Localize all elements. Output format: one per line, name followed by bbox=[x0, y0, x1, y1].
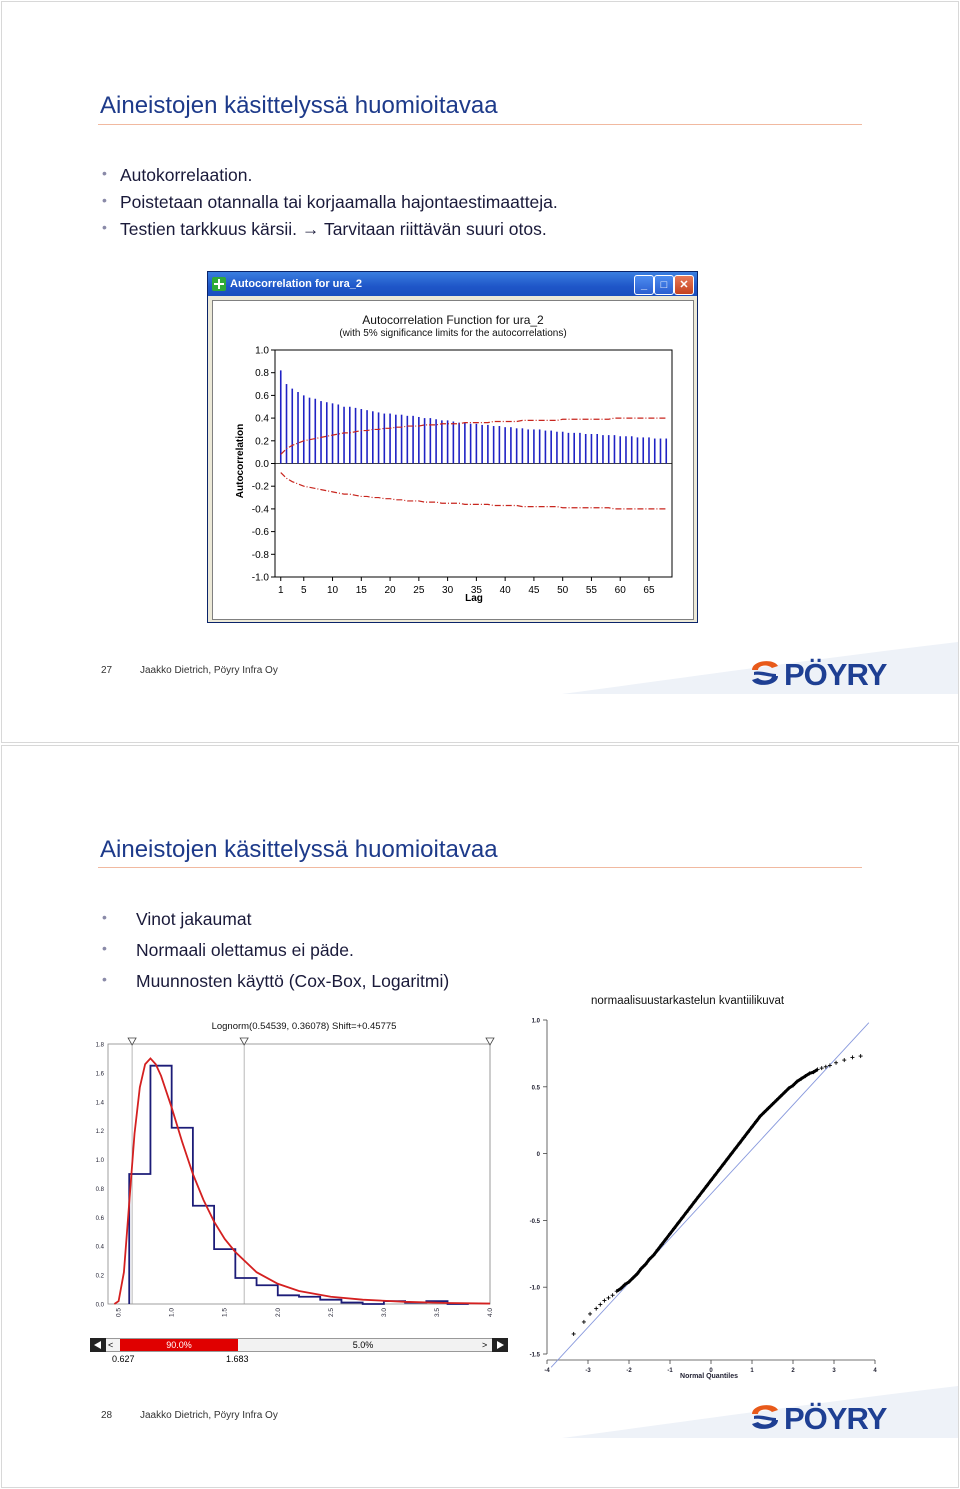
page-number: 28 bbox=[101, 1410, 113, 1421]
x-tick-label: 2.0 bbox=[274, 1308, 282, 1318]
x-tick-label: 25 bbox=[413, 585, 425, 596]
title-underline bbox=[98, 124, 862, 125]
y-tick-label: 1.8 bbox=[95, 1042, 104, 1049]
y-tick-label: 0.5 bbox=[531, 1085, 540, 1092]
bullet-item bbox=[102, 940, 449, 971]
page-number: 27 bbox=[101, 665, 113, 676]
y-tick-label: -0.6 bbox=[251, 527, 269, 539]
y-tick-label: 0.2 bbox=[95, 1273, 104, 1280]
x-tick-label: 30 bbox=[442, 585, 454, 596]
chart-title: Lognorm(0.54539, 0.36078) Shift=+0.45775 bbox=[211, 1021, 397, 1032]
bullet-dot-icon: • bbox=[102, 971, 107, 987]
y-tick-label: 0.2 bbox=[255, 436, 269, 448]
slider-lt: < bbox=[108, 1340, 114, 1350]
slide-title: Aineistojen käsittelyssä huomioitavaa bbox=[100, 92, 498, 119]
x-tick-label: 5 bbox=[300, 585, 307, 596]
x-tick-label: -4 bbox=[544, 1368, 550, 1374]
bullet-list bbox=[102, 165, 558, 246]
bullet-dot-icon: • bbox=[102, 192, 107, 208]
logo-text: PÖYRY bbox=[784, 1401, 887, 1436]
x-tick-label: 0 bbox=[709, 1368, 713, 1374]
x-tick-label: 55 bbox=[585, 585, 598, 596]
bullet-dot-icon: • bbox=[102, 165, 107, 181]
y-tick-label: 0.0 bbox=[255, 459, 269, 470]
bullet-item bbox=[102, 219, 558, 246]
slider-left-value: 0.627 bbox=[112, 1354, 135, 1364]
footer-author: Jaakko Dietrich, Pöyry Infra Oy bbox=[140, 1410, 278, 1421]
bullet-dot-icon: • bbox=[102, 219, 107, 235]
x-tick-label: 2.5 bbox=[327, 1308, 335, 1318]
y-tick-label: 0.8 bbox=[255, 368, 269, 380]
slider-left-arrow-icon[interactable] bbox=[90, 1338, 106, 1352]
y-tick-label: 1.0 bbox=[95, 1158, 104, 1165]
x-tick-label: 3.0 bbox=[380, 1308, 388, 1318]
poyry-logo bbox=[748, 1400, 908, 1436]
x-tick-label: 1 bbox=[750, 1368, 754, 1374]
y-tick-label: 0.6 bbox=[255, 390, 269, 402]
slide-27 bbox=[1, 1, 959, 743]
x-tick-label: 60 bbox=[614, 585, 626, 596]
poyry-swirl-icon bbox=[752, 661, 778, 685]
chart-title: Autocorrelation Function for ura_2 bbox=[362, 313, 544, 327]
bullet-text: Autokorrelaation. bbox=[120, 165, 253, 185]
y-tick-label: 1.6 bbox=[95, 1071, 104, 1078]
bullet-text: Normaali olettamus ei päde. bbox=[136, 940, 354, 960]
slide-title: Aineistojen käsittelyssä huomioitavaa bbox=[100, 836, 498, 863]
bullet-text: Tarvitaan riittävän suuri otos. bbox=[323, 219, 547, 239]
x-tick-label: 20 bbox=[384, 585, 396, 596]
y-tick-label: 0.4 bbox=[95, 1244, 104, 1251]
y-tick-label: 1.0 bbox=[531, 1018, 540, 1025]
x-tick-label: 0.5 bbox=[115, 1308, 123, 1318]
x-tick-label: 10 bbox=[326, 585, 339, 596]
x-tick-label: 40 bbox=[499, 585, 511, 596]
window-client bbox=[212, 300, 694, 620]
y-tick-label: -0.4 bbox=[251, 504, 269, 516]
qq-plot-chart bbox=[517, 992, 883, 1380]
logo-text: PÖYRY bbox=[784, 657, 887, 692]
slider-right-value: 1.683 bbox=[226, 1354, 249, 1364]
x-tick-label: -3 bbox=[585, 1368, 591, 1374]
percentile-slider[interactable] bbox=[90, 1338, 508, 1352]
x-axis-label: Lag bbox=[465, 593, 483, 604]
acf-window bbox=[207, 271, 698, 623]
arrow-right-icon: → bbox=[301, 219, 320, 239]
bullet-text: Muunnosten käyttö (Cox-Box, Logaritmi) bbox=[136, 971, 450, 991]
poyry-logo bbox=[748, 656, 908, 692]
y-tick-label: -0.2 bbox=[251, 481, 269, 493]
x-tick-label: -1 bbox=[667, 1368, 673, 1374]
x-tick-label: 15 bbox=[355, 585, 367, 596]
lognorm-histogram-chart bbox=[88, 1016, 512, 1376]
plot-frame bbox=[108, 1044, 490, 1304]
x-tick-label: 3 bbox=[832, 1368, 836, 1374]
y-tick-label: 1.2 bbox=[95, 1129, 104, 1136]
chart-subtitle: (with 5% significance limits for the autocorrelations) bbox=[339, 328, 567, 339]
y-tick-label: 0 bbox=[536, 1152, 540, 1159]
y-tick-label: 1.0 bbox=[255, 345, 269, 357]
footer-author: Jaakko Dietrich, Pöyry Infra Oy bbox=[140, 665, 278, 676]
y-tick-label: 0.8 bbox=[95, 1186, 104, 1193]
x-axis-label: Normal Quantiles bbox=[680, 1373, 738, 1380]
y-tick-label: -0.5 bbox=[529, 1218, 540, 1225]
close-button[interactable]: ✕ bbox=[674, 275, 694, 295]
bullet-item bbox=[102, 192, 558, 219]
y-tick-label: -0.8 bbox=[251, 549, 269, 561]
bullet-dot-icon: • bbox=[102, 909, 107, 925]
x-tick-label: 50 bbox=[557, 585, 569, 596]
plot-area bbox=[547, 1020, 875, 1354]
title-underline bbox=[98, 867, 862, 868]
x-tick-label: 65 bbox=[643, 585, 655, 596]
x-tick-label: 4 bbox=[873, 1368, 877, 1374]
slider-right-region: 5.0% bbox=[352, 1340, 374, 1350]
y-axis-label: Autocorrelation bbox=[235, 423, 246, 499]
plus-icon bbox=[212, 277, 226, 291]
chart-title: normaalisuustarkastelun kvantiilikuvat bbox=[591, 995, 785, 1007]
slider-right-arrow-icon[interactable] bbox=[492, 1338, 508, 1352]
bullet-dot-icon: • bbox=[102, 940, 107, 956]
window-title: Autocorrelation for ura_2 bbox=[230, 278, 363, 290]
x-tick-label: 4.0 bbox=[487, 1308, 494, 1318]
x-tick-label: 1 bbox=[277, 585, 284, 596]
x-tick-label: 1.5 bbox=[221, 1308, 229, 1318]
x-tick-label: 1.0 bbox=[168, 1308, 176, 1318]
y-tick-label: -1.0 bbox=[529, 1285, 540, 1292]
x-tick-label: -2 bbox=[626, 1368, 632, 1374]
y-tick-label: -1.5 bbox=[529, 1352, 540, 1359]
slider-gt: > bbox=[482, 1340, 488, 1350]
acf-chart bbox=[213, 301, 693, 619]
y-tick-label: -1.0 bbox=[251, 572, 269, 584]
x-tick-label: 3.5 bbox=[433, 1308, 441, 1318]
x-tick-label: 2 bbox=[791, 1368, 795, 1374]
maximize-button[interactable]: □ bbox=[654, 275, 674, 295]
bullet-item bbox=[102, 909, 449, 940]
bullet-text: Poistetaan otannalla tai korjaamalla hajontaestimaatteja. bbox=[120, 192, 558, 212]
bullet-list bbox=[102, 909, 450, 1002]
x-tick-label: 45 bbox=[528, 585, 540, 596]
y-tick-label: 1.4 bbox=[95, 1100, 104, 1107]
y-tick-label: 0.4 bbox=[255, 413, 269, 425]
bullet-item bbox=[102, 165, 558, 192]
minimize-button[interactable]: _ bbox=[634, 275, 654, 295]
slide-28 bbox=[1, 745, 959, 1488]
bullet-text: Vinot jakaumat bbox=[136, 909, 252, 929]
poyry-swirl-icon bbox=[752, 1405, 778, 1429]
y-tick-label: 0.6 bbox=[95, 1215, 104, 1222]
bullet-item bbox=[102, 971, 450, 1002]
y-tick-label: 0.0 bbox=[95, 1302, 104, 1309]
bullet-text: Testien tarkkuus kärsii. bbox=[120, 219, 298, 239]
slider-left-region[interactable]: 90.0% bbox=[120, 1339, 238, 1351]
window-titlebar[interactable] bbox=[208, 272, 697, 296]
x-tick-label: 35 bbox=[470, 585, 482, 596]
